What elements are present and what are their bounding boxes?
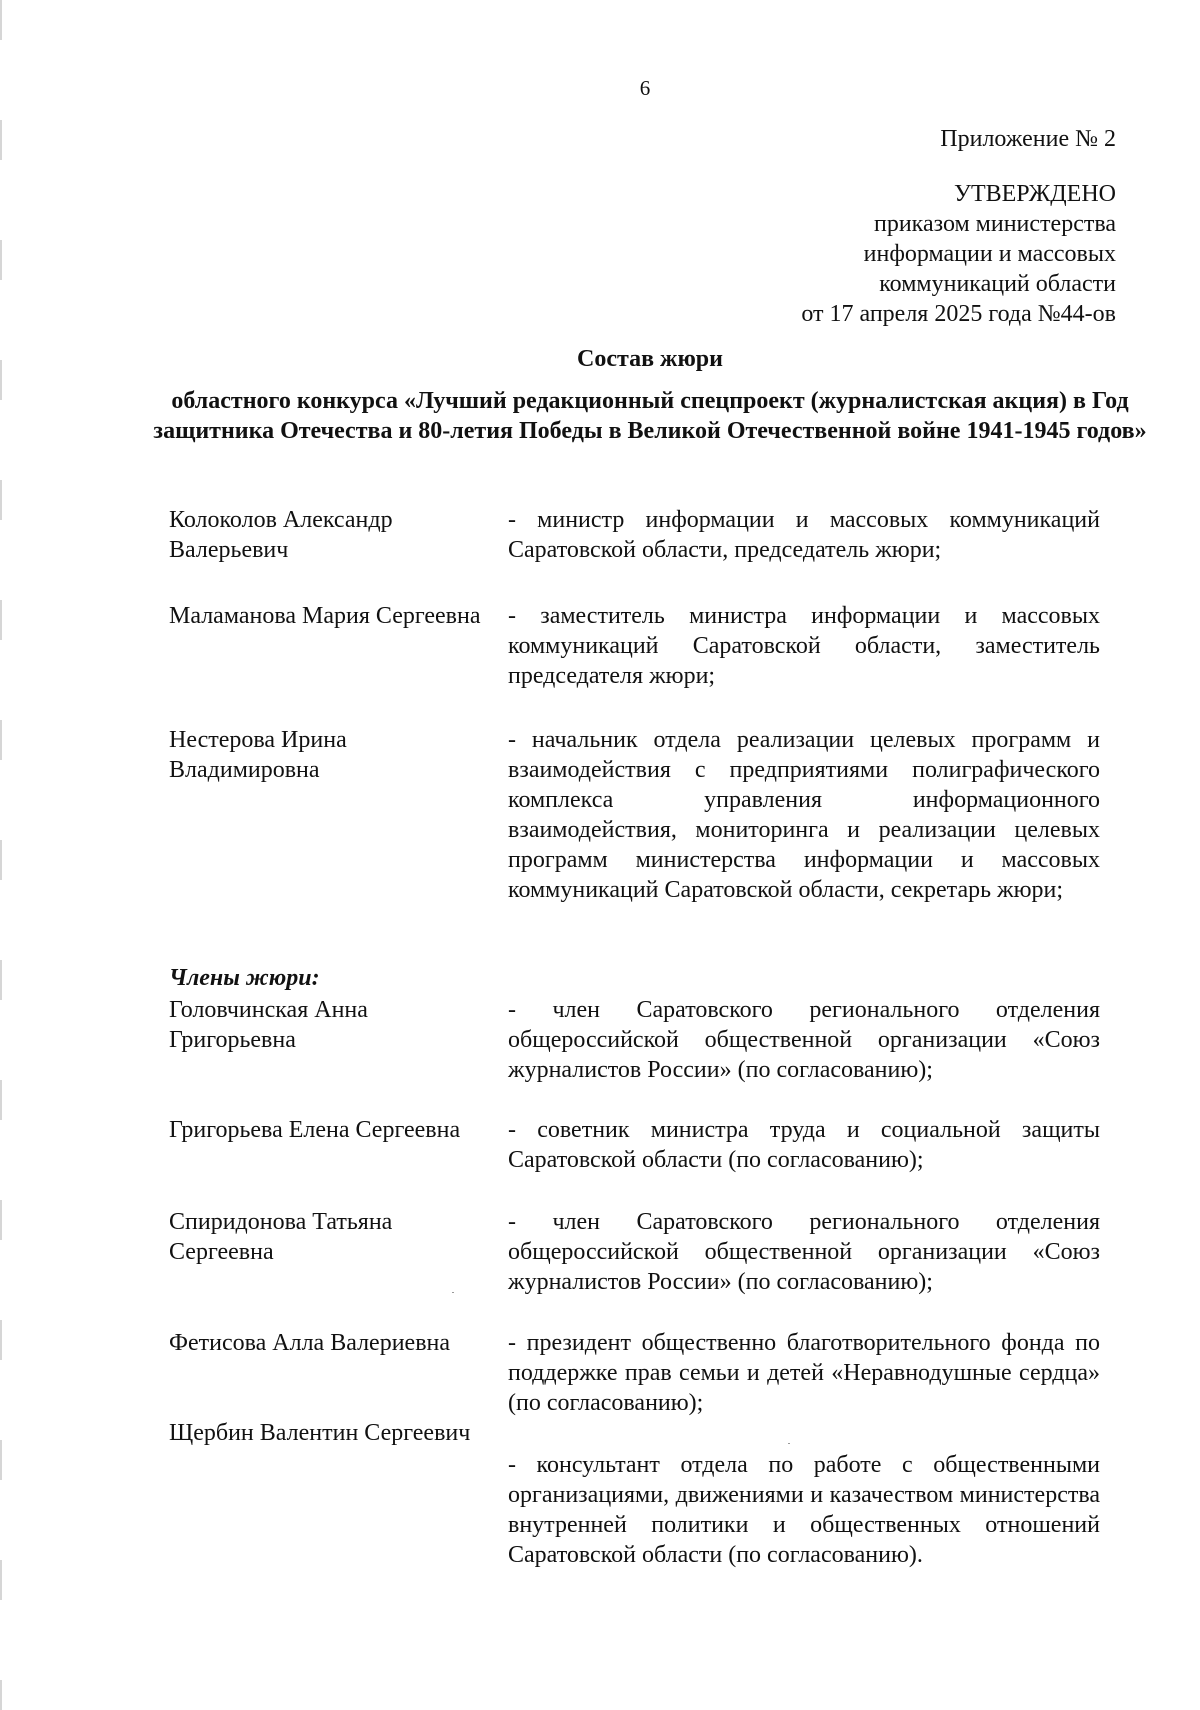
jury-role-3: - начальник отдела реализации целевых программ и взаимодействия с предприятиями полиграфического комплекса управления информационного взаимодействия, мониторинга и реализации целевых программ министерства информации и массовых коммуникаций Саратовской области, секретарь жюри; [508,727,1100,903]
document-title: Состав жюри [577,346,723,372]
scan-speck [452,1292,454,1293]
jury-name-2: Маламанова Мария Сергеевна [169,603,481,629]
jury-role-4: - член Саратовского регионального отделения общероссийской общественной организации «Союз журналистов России» (по согласованию); [508,997,1100,1083]
jury-name-5: Григорьева Елена Сергеевна [169,1117,461,1143]
jury-name-8: Щербин Валентин Сергеевич [169,1420,471,1446]
scan-edge [0,0,2,1710]
jury-name-6: Спиридонова Татьяна Сергеевна [169,1209,393,1265]
jury-name-7: Фетисова Алла Валериевна [169,1330,451,1356]
approval-line-1: приказом министерства [873,211,1116,237]
approved-label: УТВЕРЖДЕНО [953,181,1116,207]
jury-name-4: Головчинская Анна Григорьевна [169,997,368,1053]
members-heading: Члены жюри: [169,965,320,991]
jury-role-6: - член Саратовского регионального отделения общероссийской общественной организации «Союз журналистов России» (по согласованию); [508,1209,1100,1295]
jury-name-1: Колоколов Александр Валерьевич [169,507,393,563]
jury-name-3: Нестерова Ирина Владимировна [169,727,347,783]
jury-role-7: - президент общественно благотворительного фонда по поддержке прав семьи и детей «Неравнодушные сердца» (по согласованию); [508,1330,1100,1416]
approval-block [801,124,1116,329]
jury-role-8: - консультант отдела по работе с общественными организациями, движениями и казачеством министерства внутренней политики и общественных отношений Саратовской области (по согласованию). [508,1452,1100,1568]
approval-line-4: от 17 апреля 2025 года №44-ов [801,301,1116,327]
jury-role-1: - министр информации и массовых коммуникаций Саратовской области, председатель жюри; [508,507,1100,563]
jury-role-5: - советник министра труда и социальной защиты Саратовской области (по согласованию); [508,1117,1100,1173]
annex-label: Приложение № 2 [940,126,1116,152]
approval-line-3: коммуникаций области [879,271,1116,297]
approval-line-2: информации и массовых [863,241,1116,267]
page-number: 6 [639,76,651,100]
scan-speck [788,1443,790,1444]
document-subtitle: областного конкурса «Лучший редакционный спецпроект (журналистская акция) в Год защитника Отечества и 80-летия Победы в Великой Отечественной войне 1941-1945 годов» [153,388,1147,444]
jury-role-2: - заместитель министра информации и массовых коммуникаций Саратовской области, заместитель председателя жюри; [508,603,1100,689]
